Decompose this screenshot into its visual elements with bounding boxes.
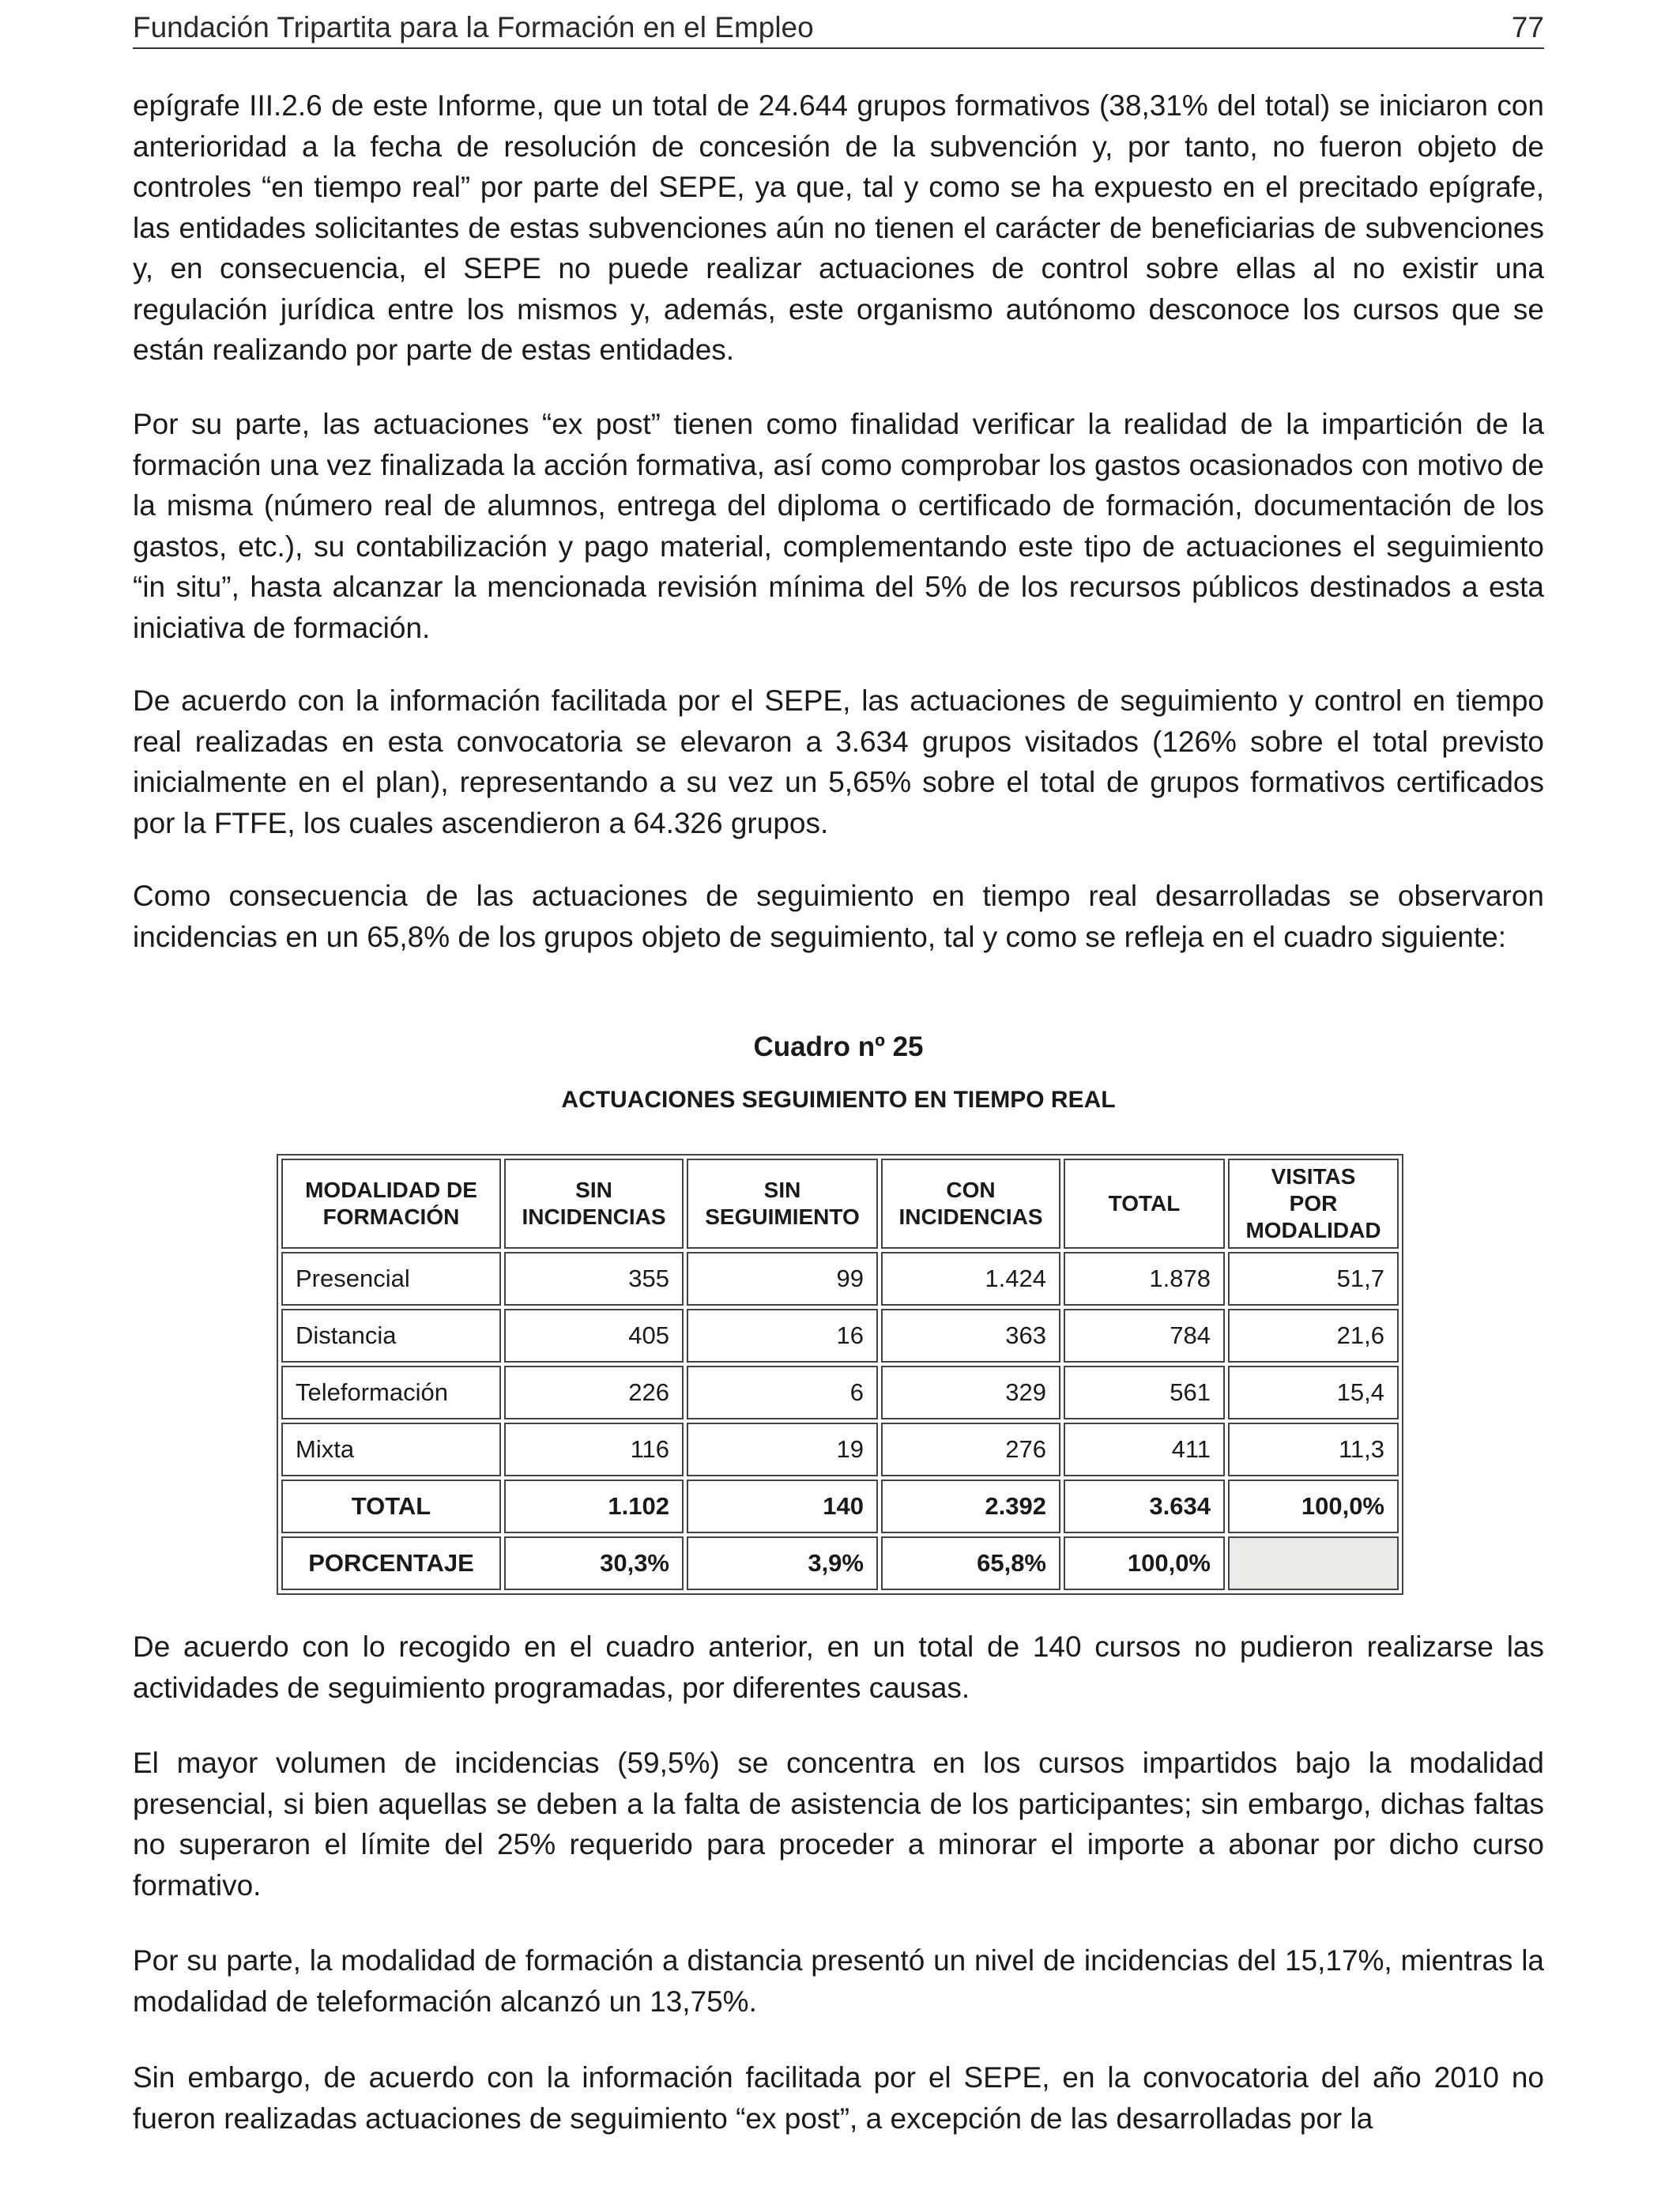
cell-modalidad: Distancia (281, 1309, 501, 1363)
table-subtitle: ACTUACIONES SEGUIMIENTO EN TIEMPO REAL (561, 1087, 1116, 1113)
table-row (281, 1309, 1399, 1363)
paragraph-3: De acuerdo con la información facilitada por el SEPE, las actuaciones de seguimiento y control en tiempo real realizadas en esta convocatoria se elevaron a 3.634 grupos visitados (126% sobre el total previsto inicialmente en el plan), representando a su vez un 5,65% sobre el total de grupos formativos certificados por la FTFE, los cuales ascendieron a 64.326 grupos. (133, 684, 1544, 839)
header-total: TOTAL (1064, 1159, 1225, 1249)
paragraph-8: Sin embargo, de acuerdo con la información facilitada por el SEPE, en la convocatoria del año 2010 no fueron realizadas actuaciones de seguimiento “ex post”, a excepción de las desarrolladas por la (133, 2061, 1544, 2135)
cell-total: 411 (1064, 1423, 1225, 1476)
cell-sin-incidencias: 355 (504, 1252, 684, 1306)
paragraph-4: Como consecuencia de las actuaciones de seguimiento en tiempo real desarrolladas se observaron incidencias en un 65,8% de los grupos objeto de seguimiento, tal y como se refleja en el cuadro siguiente: (133, 880, 1544, 953)
paragraph-6: El mayor volumen de incidencias (59,5%) se concentra en los cursos impartidos bajo la modalidad presencial, si bien aquellas se deben a la falta de asistencia de los participantes; sin embargo, dichas faltas no superaron el límite del 25% requerido para proceder a minorar el importe a abonar por dicho curso formativo. (133, 1747, 1544, 1902)
cell-visitas: 15,4 (1228, 1366, 1399, 1419)
cell-total: 561 (1064, 1366, 1225, 1419)
table-percent-row (281, 1536, 1399, 1590)
cell-sin-incidencias: 226 (504, 1366, 684, 1419)
cell-total: 784 (1064, 1309, 1225, 1363)
header-modalidad: MODALIDAD DE FORMACIÓN (281, 1159, 501, 1249)
cell-visitas: 11,3 (1228, 1423, 1399, 1476)
header-sin-incidencias: SIN INCIDENCIAS (504, 1159, 684, 1249)
cell-percent-sin-incidencias: 30,3% (504, 1536, 684, 1590)
cell-percent-con-incidencias: 65,8% (881, 1536, 1060, 1590)
header-con-incidencias: CON INCIDENCIAS (881, 1159, 1060, 1249)
cell-con-incidencias: 276 (881, 1423, 1060, 1476)
cell-total: 1.878 (1064, 1252, 1225, 1306)
header-sin-seguimiento: SIN SEGUIMIENTO (687, 1159, 878, 1249)
cell-total-label: TOTAL (281, 1480, 501, 1533)
cell-percent-empty (1228, 1536, 1399, 1590)
incidents-table (277, 1154, 1403, 1595)
cell-total-sin-seguimiento: 140 (687, 1480, 878, 1533)
cell-modalidad: Presencial (281, 1252, 501, 1306)
table-header-row (281, 1159, 1399, 1249)
paragraph-5: De acuerdo con lo recogido en el cuadro anterior, en un total de 140 cursos no pudieron realizarse las actividades de seguimiento programadas, por diferentes causas. (133, 1630, 1544, 1704)
page-number: 77 (1511, 11, 1544, 43)
cell-con-incidencias: 329 (881, 1366, 1060, 1419)
page-header (133, 8, 1544, 49)
cell-modalidad: Teleformación (281, 1366, 501, 1419)
table-total-row (281, 1480, 1399, 1533)
cell-con-incidencias: 1.424 (881, 1252, 1060, 1306)
paragraph-2: Por su parte, las actuaciones “ex post” tienen como finalidad verificar la realidad de la impartición de la formación una vez finalizada la acción formativa, así como comprobar los gastos ocasionados con motivo de la misma (número real de alumnos, entrega del diploma o certificado de formación, documentación de los gastos, etc.), su contabilización y pago material, complementando este tipo de actuaciones el seguimiento “in situ”, hasta alcanzar la mencionada revisión mínima del 5% de los recursos públicos destinados a esta iniciativa de formación. (133, 408, 1544, 644)
cell-sin-seguimiento: 6 (687, 1366, 878, 1419)
header-visitas: VISITAS POR MODALIDAD (1228, 1159, 1399, 1249)
cell-visitas: 21,6 (1228, 1309, 1399, 1363)
cell-sin-seguimiento: 16 (687, 1309, 878, 1363)
cell-percent-total: 100,0% (1064, 1536, 1225, 1590)
paragraph-7: Por su parte, la modalidad de formación a distancia presentó un nivel de incidencias del 15,17%, mientras la modalidad de teleformación alcanzó un 13,75%. (133, 1944, 1544, 2018)
table-row (281, 1252, 1399, 1306)
cell-sin-seguimiento: 19 (687, 1423, 878, 1476)
cell-visitas: 51,7 (1228, 1252, 1399, 1306)
cell-total-visitas: 100,0% (1228, 1480, 1399, 1533)
header-title: Fundación Tripartita para la Formación en el Empleo (133, 11, 814, 43)
cell-sin-incidencias: 405 (504, 1309, 684, 1363)
cell-total-sin-incidencias: 1.102 (504, 1480, 684, 1533)
cell-con-incidencias: 363 (881, 1309, 1060, 1363)
table-row (281, 1366, 1399, 1419)
cell-percent-label: PORCENTAJE (281, 1536, 501, 1590)
cell-sin-seguimiento: 99 (687, 1252, 878, 1306)
paragraph-1: epígrafe III.2.6 de este Informe, que un total de 24.644 grupos formativos (38,31% del total) se iniciaron con anterioridad a la fecha de resolución de concesión de la subvención y, por tanto, no fueron objeto de controles “en tiempo real” por parte del SEPE, ya que, tal y como se ha expuesto en el precitado epígrafe, las entidades solicitantes de estas subvenciones aún no tienen el carácter de beneficiarias de subvenciones y, en consecuencia, el SEPE no puede realizar actuaciones de control sobre ellas al no existir una regulación jurídica entre los mismos y, además, este organismo autónomo desconoce los cursos que se están realizando por parte de estas entidades. (133, 89, 1544, 366)
cell-modalidad: Mixta (281, 1423, 501, 1476)
table-row (281, 1423, 1399, 1476)
cell-sin-incidencias: 116 (504, 1423, 684, 1476)
cell-total-total: 3.634 (1064, 1480, 1225, 1533)
cell-percent-sin-seguimiento: 3,9% (687, 1536, 878, 1590)
cell-total-con-incidencias: 2.392 (881, 1480, 1060, 1533)
table-caption: Cuadro nº 25 (753, 1031, 924, 1062)
